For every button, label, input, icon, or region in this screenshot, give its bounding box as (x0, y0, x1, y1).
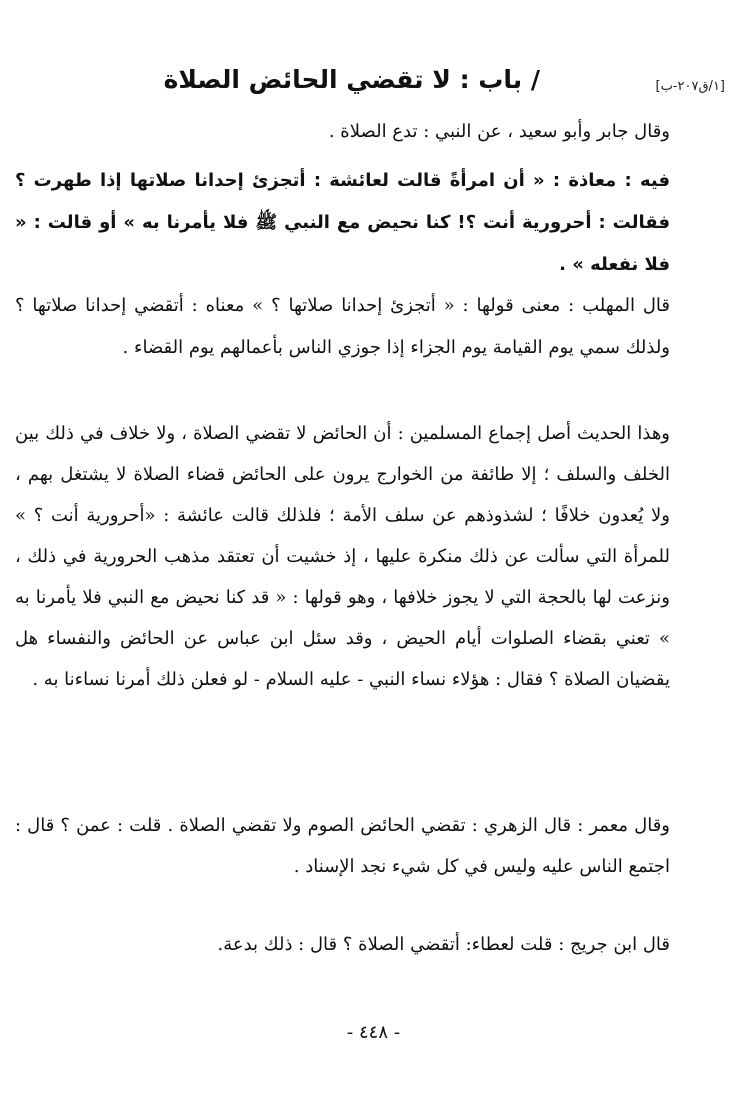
paragraph-text: وقال معمر : قال الزهري : تقضي الحائض الصوم ولا تقضي الصلاة . قلت : عمن ؟ قال : اجتمع الناس عليه وليس في كل شيء نجد الإسناد . (15, 815, 670, 877)
chapter-title: / باب : لا تقضي الحائض الصلاة (163, 65, 540, 94)
paragraph-text: قال ابن جريج : قلت لعطاء: أتقضي الصلاة ؟ قال : ذلك بدعة. (217, 934, 670, 955)
paragraph-ibn-jurayj (15, 925, 692, 965)
paragraph-consensus (15, 413, 692, 700)
paragraph-hadith (15, 160, 692, 286)
paragraph-text: قال المهلب : معنى قولها : « أتجزئ إحدانا صلاتها ؟ » معناه : أتقضي إحدانا صلاتها ؟ ولذلك سمي يوم القيامة يوم الجزاء إذا جوزي الناس بأعمالهم يوم القضاء . (15, 295, 670, 358)
paragraph-text: وهذا الحديث أصل إجماع المسلمين : أن الحائض لا تقضي الصلاة ، ولا خلاف في ذلك بين الخلف والسلف ؛ إلا طائفة من الخوارج يرون على الحائض قضاء الصلاة لا يشتغل بهم ، ولا يُعدون خلافًا ؛ لشذوذهم عن سلف الأمة ؛ فلذلك قالت عائشة : «أحرورية أنت ؟ » للمرأة التي سألت عن ذلك منكرة عليها ، إذ خشيت أن تعتقد مذهب الحرورية في ذلك ، ونزعت لها بالحجة التي لا يجوز خلافها ، وهو قولها : « قد كنا نحيض مع النبي فلا يأمرنا به » تعني بقضاء الصلوات أيام الحيض ، وقد سئل ابن عباس عن الحائض والنفساء هل يقضيان الصلاة ؟ فقال : هؤلاء نساء النبي - عليه السلام - لو فعلن ذلك أمرنا نساءنا به . (15, 423, 671, 690)
manuscript-folio-reference: [١/ق٢٠٧-ب] (655, 79, 725, 94)
paragraph-muhallab (15, 285, 692, 369)
page-number: - ٤٤٨ - (346, 1022, 401, 1043)
paragraph-text: فيه : معاذة : « أن امرأةً قالت لعائشة : أتجزئ إحدانا صلاتها إذا طهرت ؟ فقالت : أحرورية أنت ؟! كنا نحيض مع النبي ﷺ فلا يأمرنا به » أو قالت : « فلا نفعله » . (15, 170, 670, 275)
paragraph-text: وقال جابر وأبو سعيد ، عن النبي : تدع الصلاة . (328, 121, 670, 142)
paragraph-narration (15, 112, 692, 152)
paragraph-mamar (15, 805, 692, 887)
